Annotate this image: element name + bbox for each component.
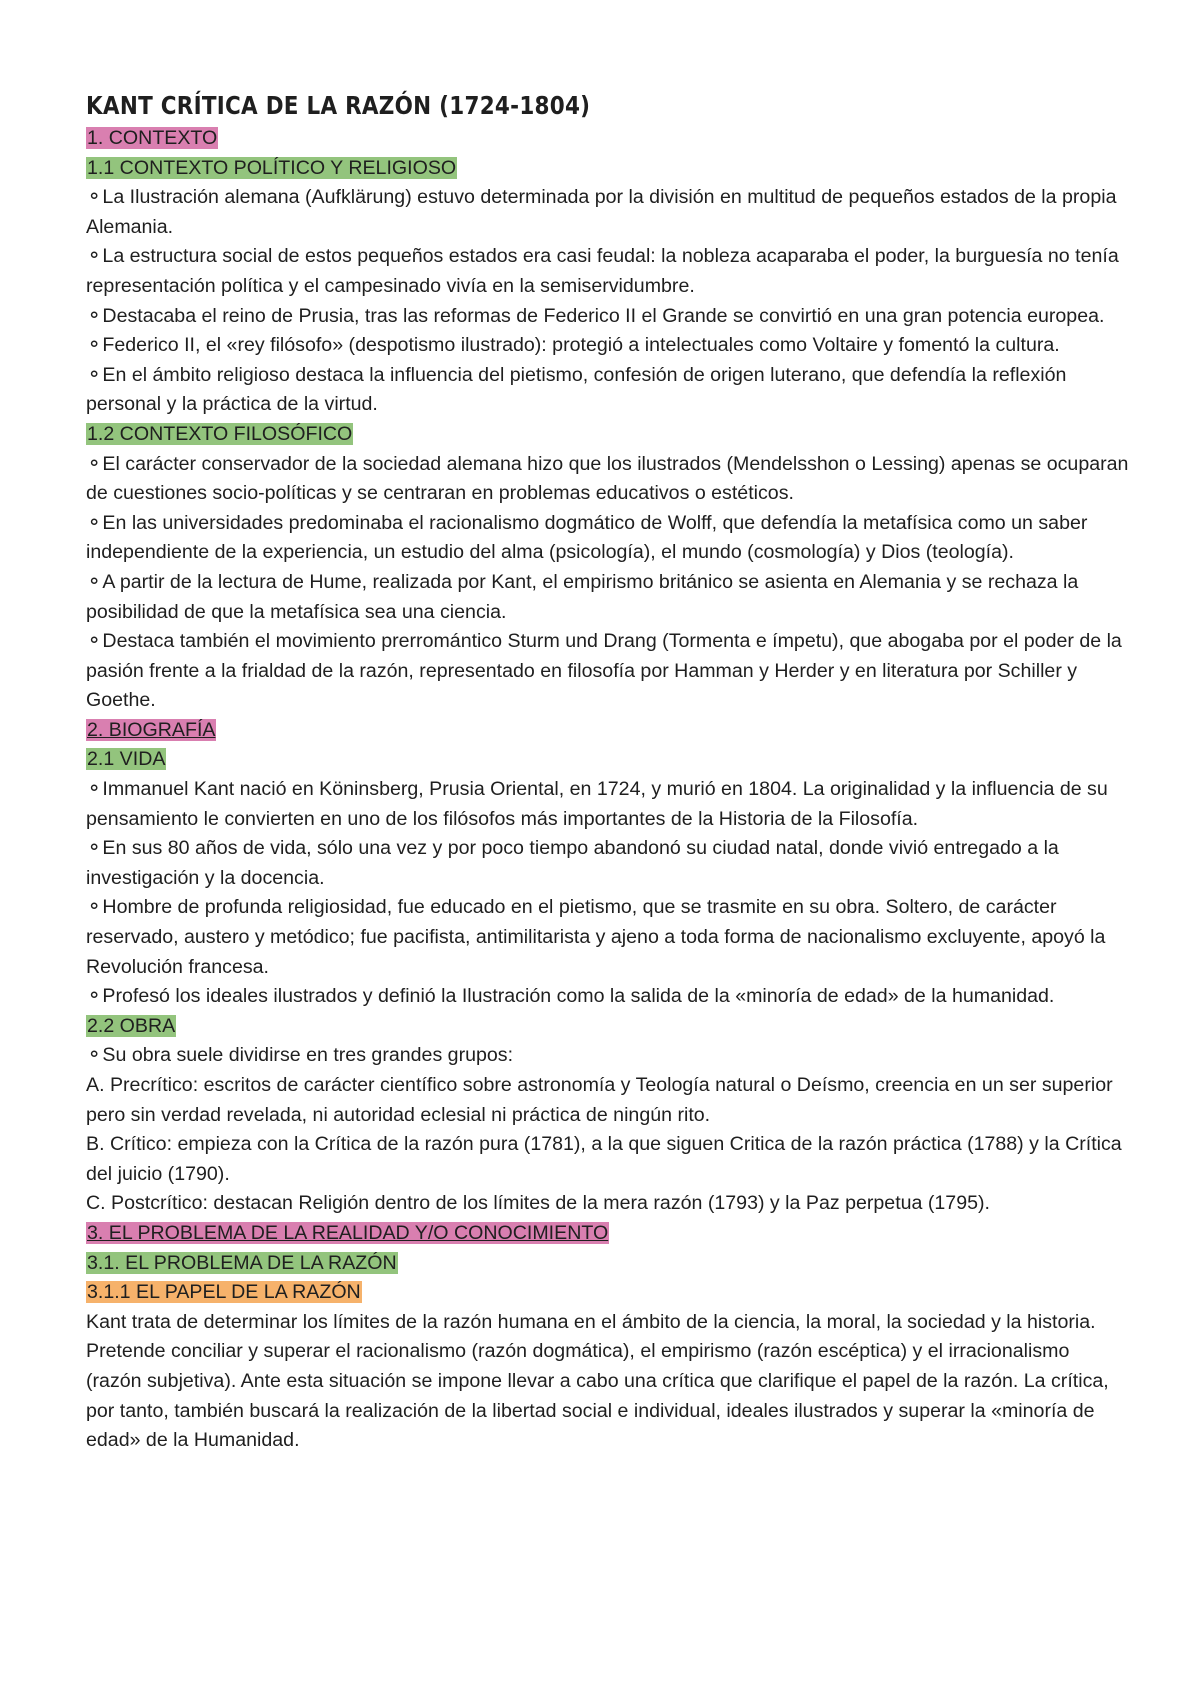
paragraph: ⚬Destacaba el reino de Prusia, tras las reformas de Federico II el Grande se convirtió en una gran potencia europea. xyxy=(86,304,1105,327)
section-3-heading: 3. EL PROBLEMA DE LA REALIDAD Y/O CONOCIMIENTO xyxy=(87,1221,609,1244)
section-2-1-heading: 2.1 VIDA xyxy=(87,748,166,771)
section-2-heading: 2. BIOGRAFÍA xyxy=(87,718,216,741)
paragraph: A. Precrítico: escritos de carácter científico sobre astronomía y Teología natural o Deísmo, creencia en un ser superior pero sin verdad revelada, ni autoridad eclesial ni práctica de ningún rito. xyxy=(86,1074,1113,1126)
paragraph: ⚬Profesó los ideales ilustrados y definió la Ilustración como la salida de la «minoría de edad» de la humanidad. xyxy=(86,985,1055,1008)
paragraph: ⚬Su obra suele dividirse en tres grandes grupos: xyxy=(86,1044,514,1067)
paragraph: ⚬A partir de la lectura de Hume, realizada por Kant, el empirismo británico se asienta en Alemania y se rechaza la posibilidad de que la metafísica sea una ciencia. xyxy=(86,570,1079,623)
section-1-1-heading: 1.1 CONTEXTO POLÍTICO Y RELIGIOSO xyxy=(87,156,457,179)
paragraph: Kant trata de determinar los límites de la razón humana en el ámbito de la ciencia, la moral, la sociedad y la historia. Pretende conciliar y superar el racionalismo (razón dogmática), el empirismo (razón escéptica) y el irracionalismo (razón subjetiva). Ante esta situación se impone llevar a cabo una crítica que clarifique el papel de la razón. La crítica, por tanto, también buscará la realización de la libertad social e individual, ideales ilustrados y superar la «minoría de edad» de la Humanidad. xyxy=(86,1310,1109,1452)
section-1-heading: 1. CONTEXTO xyxy=(87,127,218,149)
paragraph: ⚬Destaca también el movimiento prerromántico Sturm und Drang (Tormenta e ímpetu), que abogaba por el poder de la pasión frente a la frialdad de la razón, representado en filosofía por Hamman y Herder y en literatura por Schiller y Goethe. xyxy=(86,630,1122,712)
paragraph: ⚬El carácter conservador de la sociedad alemana hizo que los ilustrados (Mendelsshon o Lessing) apenas se ocuparan de cuestiones socio-políticas y se centraran en problemas educativos o estéticos. xyxy=(86,452,1129,505)
section-3-1-1-heading: 3.1.1 EL PAPEL DE LA RAZÓN xyxy=(87,1281,361,1304)
section-2-2-heading: 2.2 OBRA xyxy=(87,1014,176,1037)
section-3-1-1-heading-line xyxy=(86,1278,1130,1308)
section-2-heading-line xyxy=(86,716,1130,746)
section-1-2-heading-line xyxy=(86,420,1130,450)
paragraph: ⚬La estructura social de estos pequeños estados era casi feudal: la nobleza acaparaba el poder, la burguesía no tenía representación política y el campesinado vivía en la semiservidumbre. xyxy=(86,245,1119,297)
paragraph: ⚬En sus 80 años de vida, sólo una vez y por poco tiempo abandonó su ciudad natal, donde vivió entregado a la investigación y la docencia. xyxy=(86,837,1059,889)
paragraph: ⚬La Ilustración alemana (Aufklärung) estuvo determinada por la división en multitud de pequeños estados de la propia Alemania. xyxy=(86,186,1117,238)
section-2-1-heading-line xyxy=(86,745,1130,775)
section-2-2-heading-line xyxy=(86,1012,1130,1042)
document-title: KANT CRÍTICA DE LA RAZÓN (1724-1804) xyxy=(86,91,591,120)
paragraph: ⚬Hombre de profunda religiosidad, fue educado en el pietismo, que se trasmite en su obra. Soltero, de carácter reservado, austero y metódico; fue pacifista, antimilitarista y ajeno a toda forma de nacionalismo excluyente, apoyó la Revolución francesa. xyxy=(86,896,1106,978)
section-1-2-heading: 1.2 CONTEXTO FILOSÓFICO xyxy=(87,422,353,445)
section-1-heading-line xyxy=(86,124,1130,154)
section-3-heading-line xyxy=(86,1219,1130,1249)
paragraph: ⚬En las universidades predominaba el racionalismo dogmático de Wolff, que defendía la metafísica como un saber independiente de la experiencia, un estudio del alma (psicología), el mundo (cosmología) y Dios (teología). xyxy=(86,511,1088,564)
paragraph: B. Crítico: empieza con la Crítica de la razón pura (1781), a la que siguen Critica de la razón práctica (1788) y la Crítica del juicio (1790). xyxy=(86,1133,1122,1185)
section-3-1-heading: 3.1. EL PROBLEMA DE LA RAZÓN xyxy=(87,1251,397,1274)
section-3-1-heading-line xyxy=(86,1249,1130,1279)
paragraph: C. Postcrítico: destacan Religión dentro de los límites de la mera razón (1793) y la Paz perpetua (1795). xyxy=(86,1192,990,1215)
section-1-1-heading-line xyxy=(86,154,1130,184)
paragraph: ⚬En el ámbito religioso destaca la influencia del pietismo, confesión de origen luterano, que defendía la reflexión personal y la práctica de la virtud. xyxy=(86,363,1067,416)
paragraph: ⚬Immanuel Kant nació en Köninsberg, Prusia Oriental, en 1724, y murió en 1804. La originalidad y la influencia de su pensamiento le convierten en uno de los filósofos más importantes de la Historia de la Filosofía. xyxy=(86,778,1108,830)
paragraph: ⚬Federico II, el «rey filósofo» (despotismo ilustrado): protegió a intelectuales como Voltaire y fomentó la cultura. xyxy=(86,334,1060,357)
